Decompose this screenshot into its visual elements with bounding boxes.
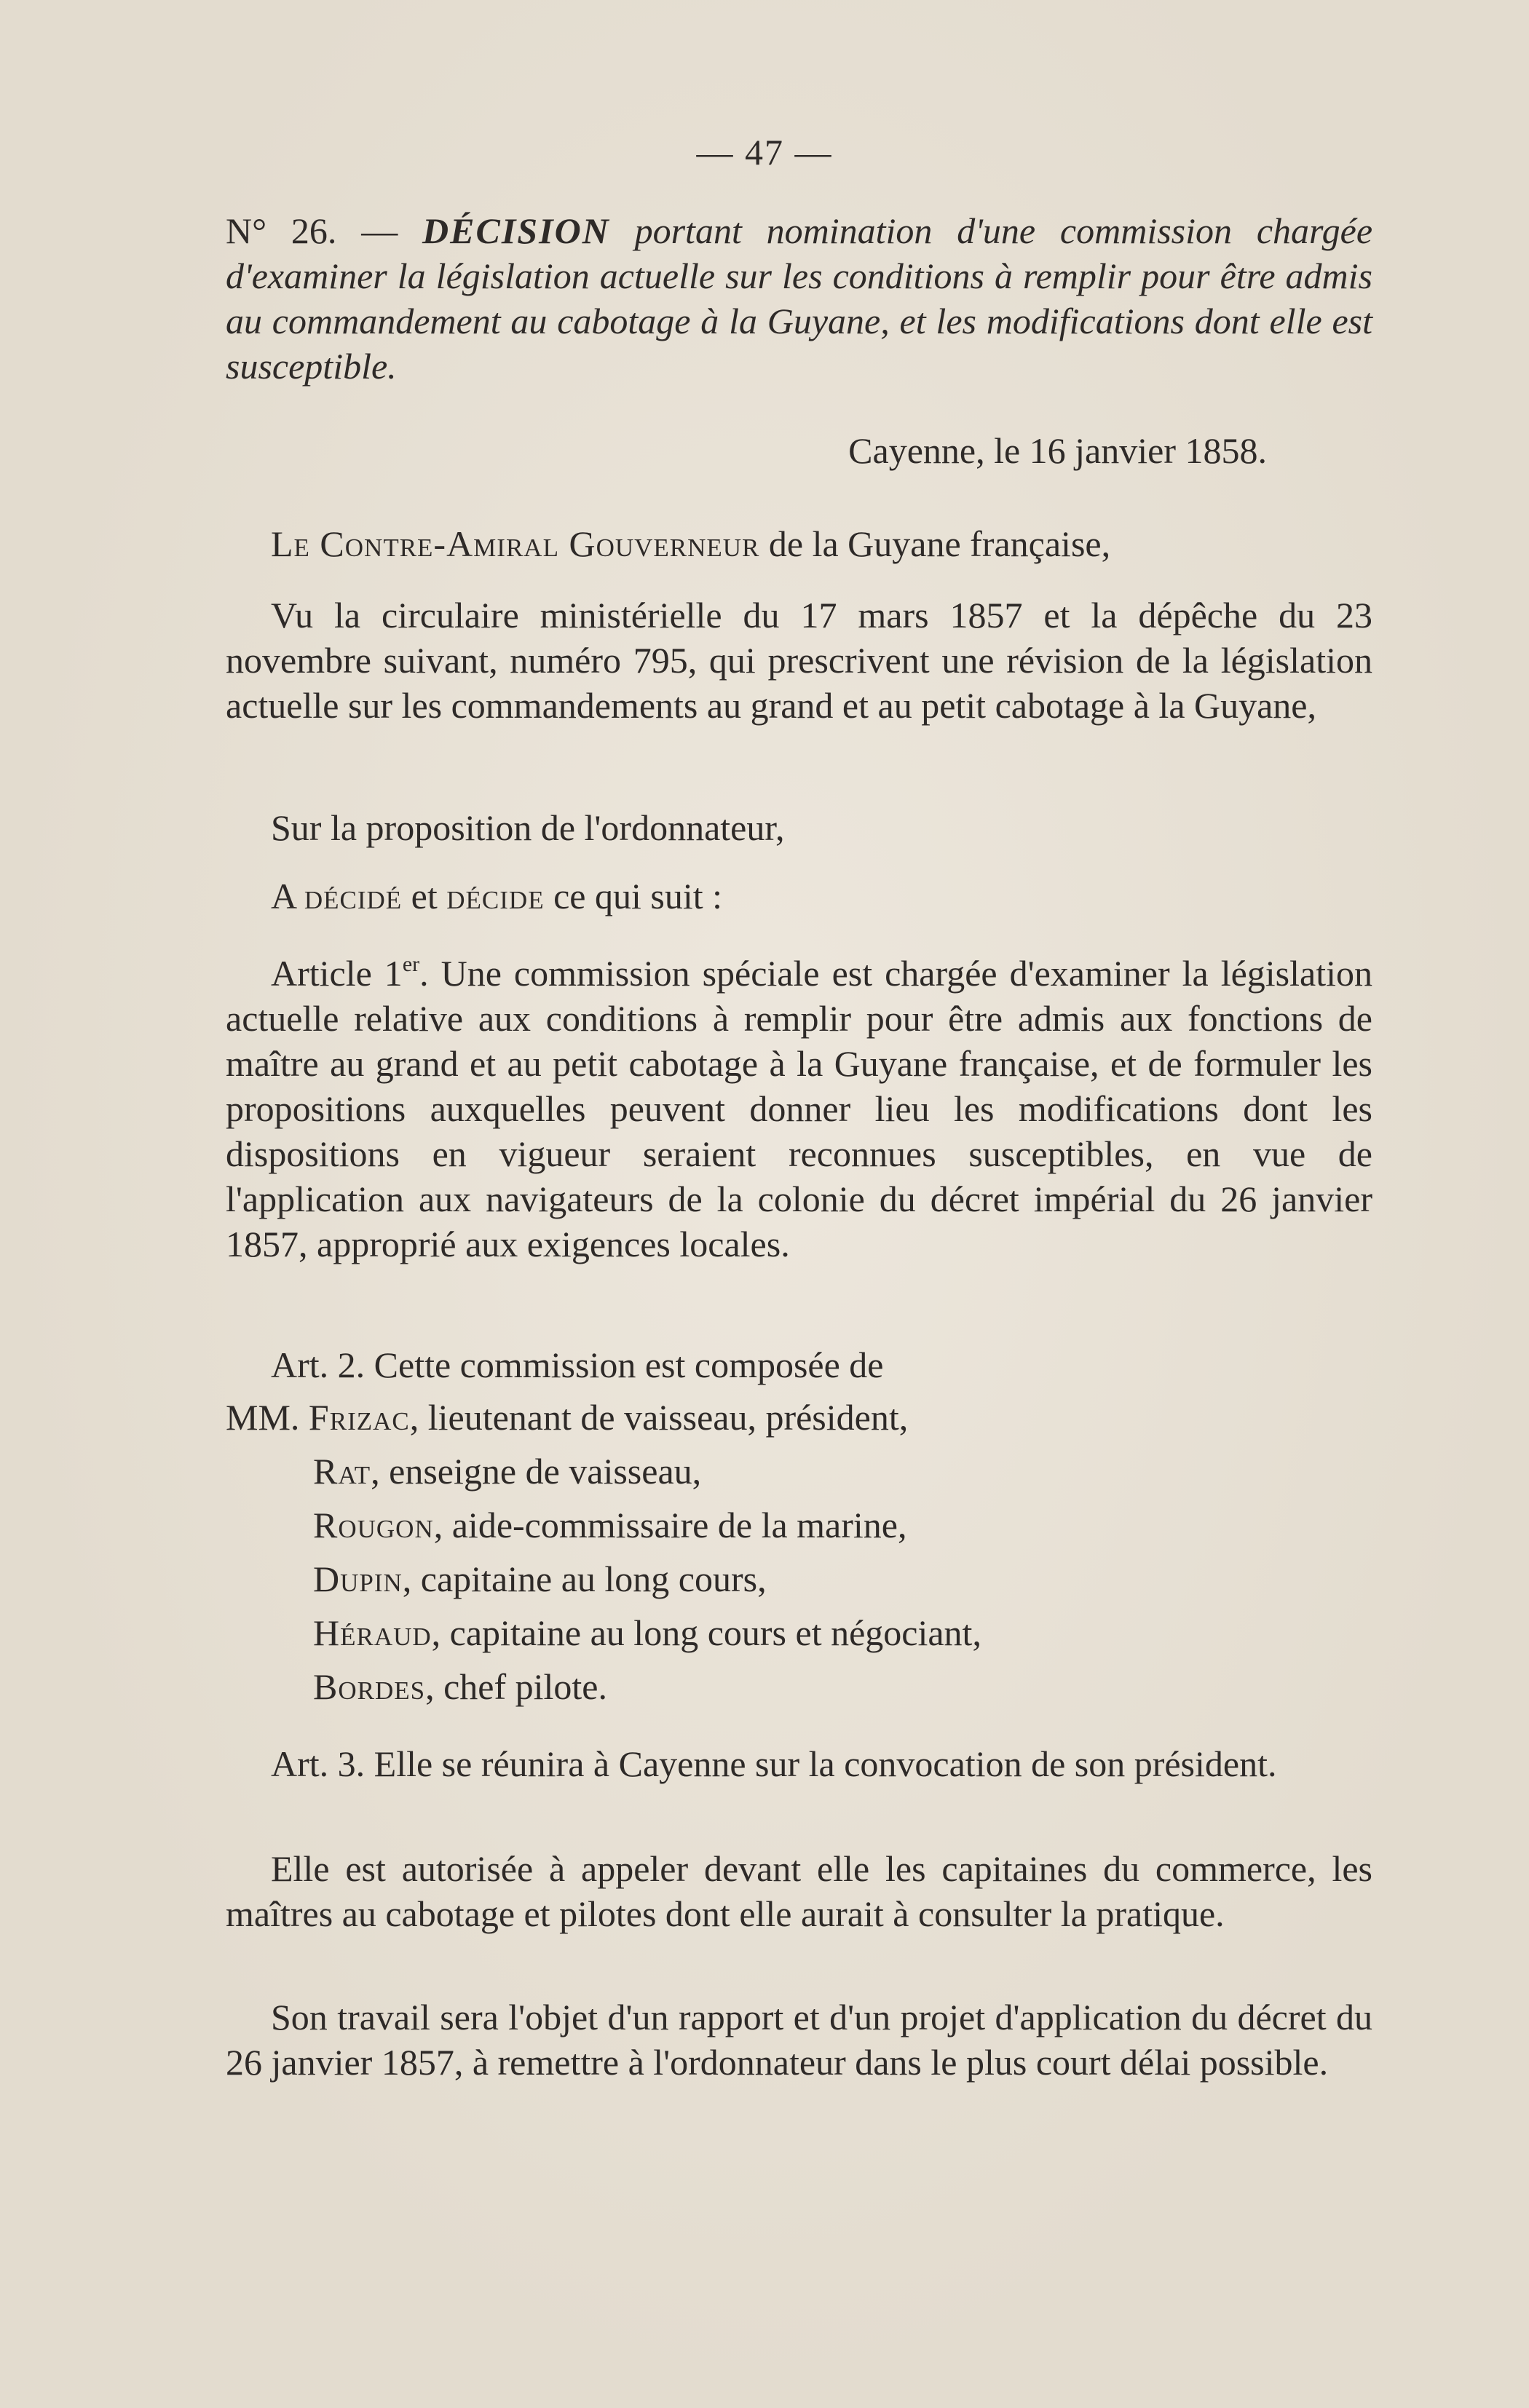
article-1-sup: er [402,952,420,976]
decision-et: et [411,876,438,916]
decision-decide-2: décide [446,876,545,916]
member-name: Rat [313,1451,371,1492]
authority-rest: de la Guyane française, [768,523,1111,564]
member-role: , enseigne de vaisseau, [371,1451,702,1492]
member-rougon [313,1502,906,1548]
member-role: , chef pilote. [425,1666,607,1707]
article-3-paragraph-2: Elle est autorisée à appeler devant elle les capitaines du commerce, les maîtres au cabotage et pilotes dont elle aurait à consulter la pratique. [226,1848,1372,1934]
decision-number: N° 26. — [226,210,398,251]
member-frizac [226,1395,908,1440]
member-name: Rougon [313,1505,434,1545]
decision-heading [226,208,1372,389]
place-date: Cayenne, le 16 janvier 1858. [848,430,1267,471]
decision-a: A [271,876,296,916]
member-name: Bordes [313,1666,426,1707]
considerant-circulaire: Vu la circulaire ministérielle du 17 mars 1857 et la dépêche du 23 novembre suivant, numéro 795, qui prescrivent une révision de la législation actuelle sur les commandements au grand et au petit cabotage à la Guyane, [226,595,1372,726]
considerant-proposition: Sur la proposition de l'ordonnateur, [271,807,785,848]
member-prefix: MM. [226,1397,309,1438]
page-number: — 47 — [696,132,833,173]
article-3-paragraph-3: Son travail sera l'objet d'un rapport et d'un projet d'application du décret du 26 janvier 1857, à remettre à l'ordonnateur dans le plus court délai possible. [226,1997,1372,2083]
authority-line [226,521,1372,566]
member-rat [313,1449,701,1494]
article-2: Art. 2. Cette commission est composée de [271,1344,884,1385]
member-name: Frizac [308,1397,410,1438]
authority-title: Le Contre-Amiral Gouverneur [271,523,760,564]
decision-rest: ce qui suit : [553,876,722,916]
member-bordes [313,1664,607,1709]
member-role: , capitaine au long cours, [402,1559,767,1599]
member-role: , lieutenant de vaisseau, président, [409,1397,909,1438]
member-name: Dupin [313,1559,403,1599]
member-dupin [313,1556,767,1601]
member-heraud [313,1610,981,1655]
decision-formula [226,874,1372,919]
decision-title-rest: portant nomination d'une commission chargée d'examiner la législation actuelle sur les conditions à remplir pour être admis au commandement au cabotage à la Guyane, et les modifications dont elle est susceptible. [226,210,1373,387]
article-1-text: . Une commission spéciale est chargée d'examiner la législation actuelle relative aux conditions à remplir pour être admis aux fonctions de maître au grand et au petit cabotage à la Guyane française, et de formuler les propositions auxquelles peuvent donner lieu les modifications dont les dispositions en vigueur seraient reconnues susceptibles, en vue de l'application aux navigateurs de la colonie du décret impérial du 26 janvier 1857, approprié aux exigences locales. [226,953,1372,1264]
decision-decide-1: décidé [304,876,403,916]
member-name: Héraud [313,1612,432,1653]
article-3: Art. 3. Elle se réunira à Cayenne sur la convocation de son président. [271,1743,1277,1784]
article-1 [226,951,1372,1267]
article-1-label: Article 1 [271,953,403,994]
decision-title-word: DÉCISION [422,210,610,251]
member-role: , capitaine au long cours et négociant, [431,1612,981,1653]
member-role: , aide-commissaire de la marine, [433,1505,907,1545]
